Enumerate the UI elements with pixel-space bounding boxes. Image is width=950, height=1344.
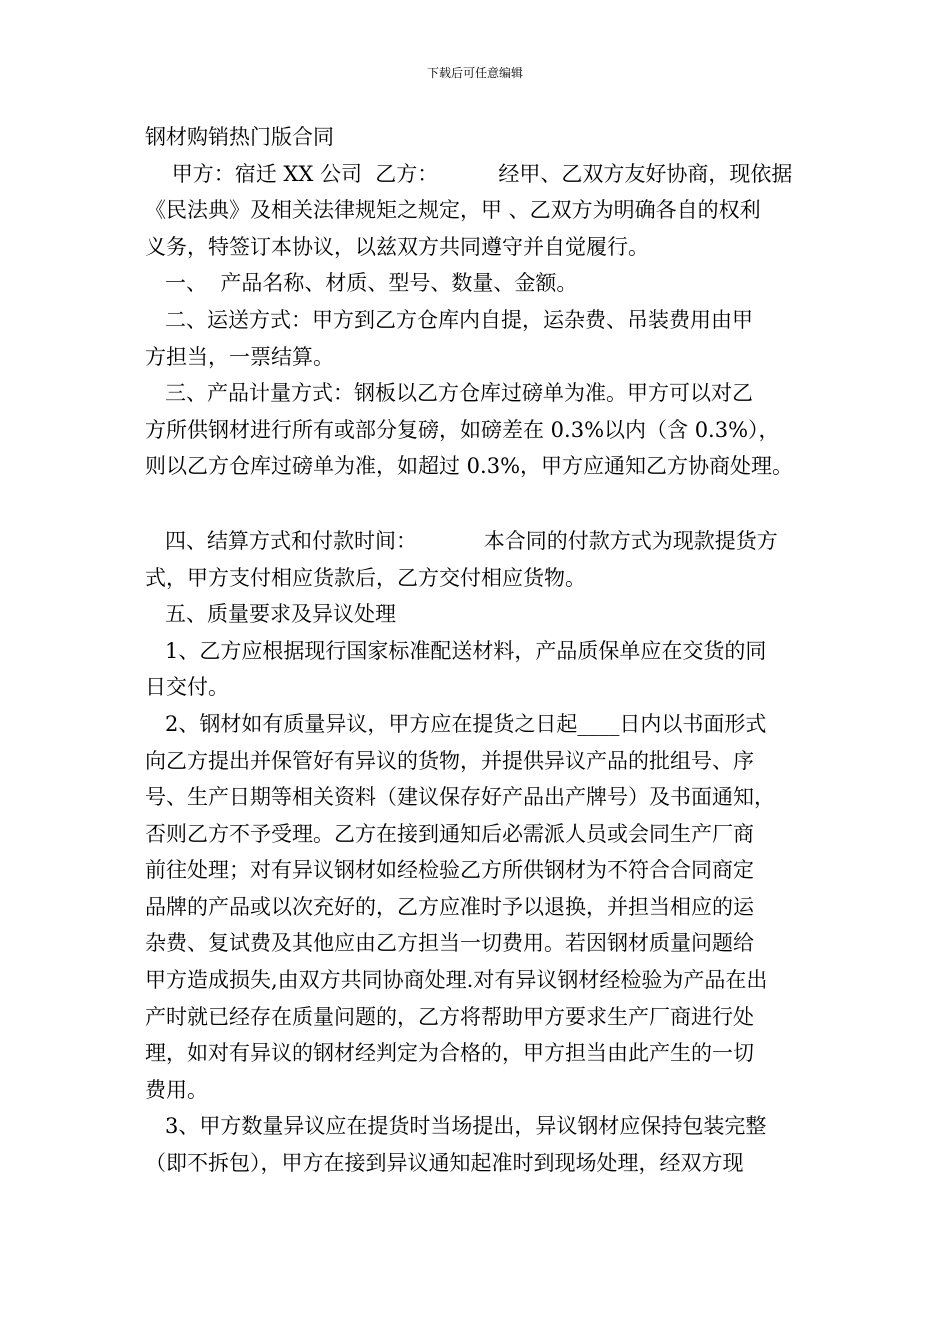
text-line: 方担当，一票结算。: [145, 344, 334, 369]
text-line: 则以乙方仓库过磅单为准，如超过 0.3%，甲方应通知乙方协商处理。: [145, 454, 794, 479]
text-line: 向乙方提出并保管好有异议的货物，并提供异议产品的批组号、序: [145, 748, 754, 773]
text-line: 否则乙方不予受理。乙方在接到通知后必需派人员或会同生产厂商: [145, 821, 754, 846]
text-line: 品牌的产品或以次充好的，乙方应准时予以退换，并担当相应的运: [145, 894, 754, 919]
text-line: 理，如对有异议的钢材经判定为合格的，甲方担当由此产生的一切: [145, 1041, 754, 1066]
section-heading: 五、质量要求及异议处理: [145, 602, 397, 627]
text-line: 方所供钢材进行所有或部分复磅，如磅差在 0.3%以内（含 0.3%），: [145, 417, 780, 442]
text-line: 号、生产日期等相关资料（建议保存好产品出产牌号）及书面通知，: [145, 785, 775, 810]
text-line: 四、结算方式和付款时间： 本合同的付款方式为现款提货方: [145, 528, 778, 553]
text-line: 2、钢材如有质量异议，甲方应在提货之日起____日内以书面形式: [145, 711, 767, 736]
text-line: 日交付。: [145, 675, 229, 700]
blank-line: [145, 485, 830, 523]
text-line: 义务，特签订本协议，以兹双方共同遵守并自觉履行。: [145, 234, 649, 259]
document-body: [145, 119, 830, 1182]
text-line: 三、产品计量方式：钢板以乙方仓库过磅单为准。甲方可以对乙: [145, 381, 754, 406]
text-line: 产时就已经存在质量问题的，乙方将帮助甲方要求生产厂商进行处: [145, 1004, 754, 1029]
text-line: 甲方造成损失,由双方共同协商处理.对有异议钢材经检验为产品在出: [145, 968, 768, 993]
page-header: 下载后可任意编辑: [426, 66, 523, 80]
text-line: （即不拆包），甲方在接到异议通知起准时到现场处理，经双方现: [145, 1151, 744, 1176]
text-line: 前往处理；对有异议钢材如经检验乙方所供钢材为不符合合同商定: [145, 858, 754, 883]
document-title: 钢材购销热门版合同: [145, 125, 334, 149]
text-line: 甲方：宿迁 XX 公司 乙方： 经甲、乙双方友好协商，现依据: [145, 161, 793, 186]
text-line: 二、运送方式：甲方到乙方仓库内自提，运杂费、吊装费用由甲: [145, 307, 754, 332]
text-line: 《民法典》及相关法律规矩之规定，甲 、乙双方为明确各自的权利: [145, 198, 761, 223]
text-line: 1、乙方应根据现行国家标准配送材料，产品质保单应在交货的同: [145, 638, 767, 663]
text-line: 费用。: [145, 1077, 208, 1102]
text-line: 杂费、复试费及其他应由乙方担当一切费用。若因钢材质量问题给: [145, 931, 754, 956]
text-line: 式，甲方支付相应货款后，乙方交付相应货物。: [145, 565, 586, 590]
text-line: 3、甲方数量异议应在提货时当场提出，异议钢材应保持包装完整: [145, 1114, 767, 1139]
section-heading: 一、 产品名称、材质、型号、数量、金额。: [145, 271, 578, 296]
